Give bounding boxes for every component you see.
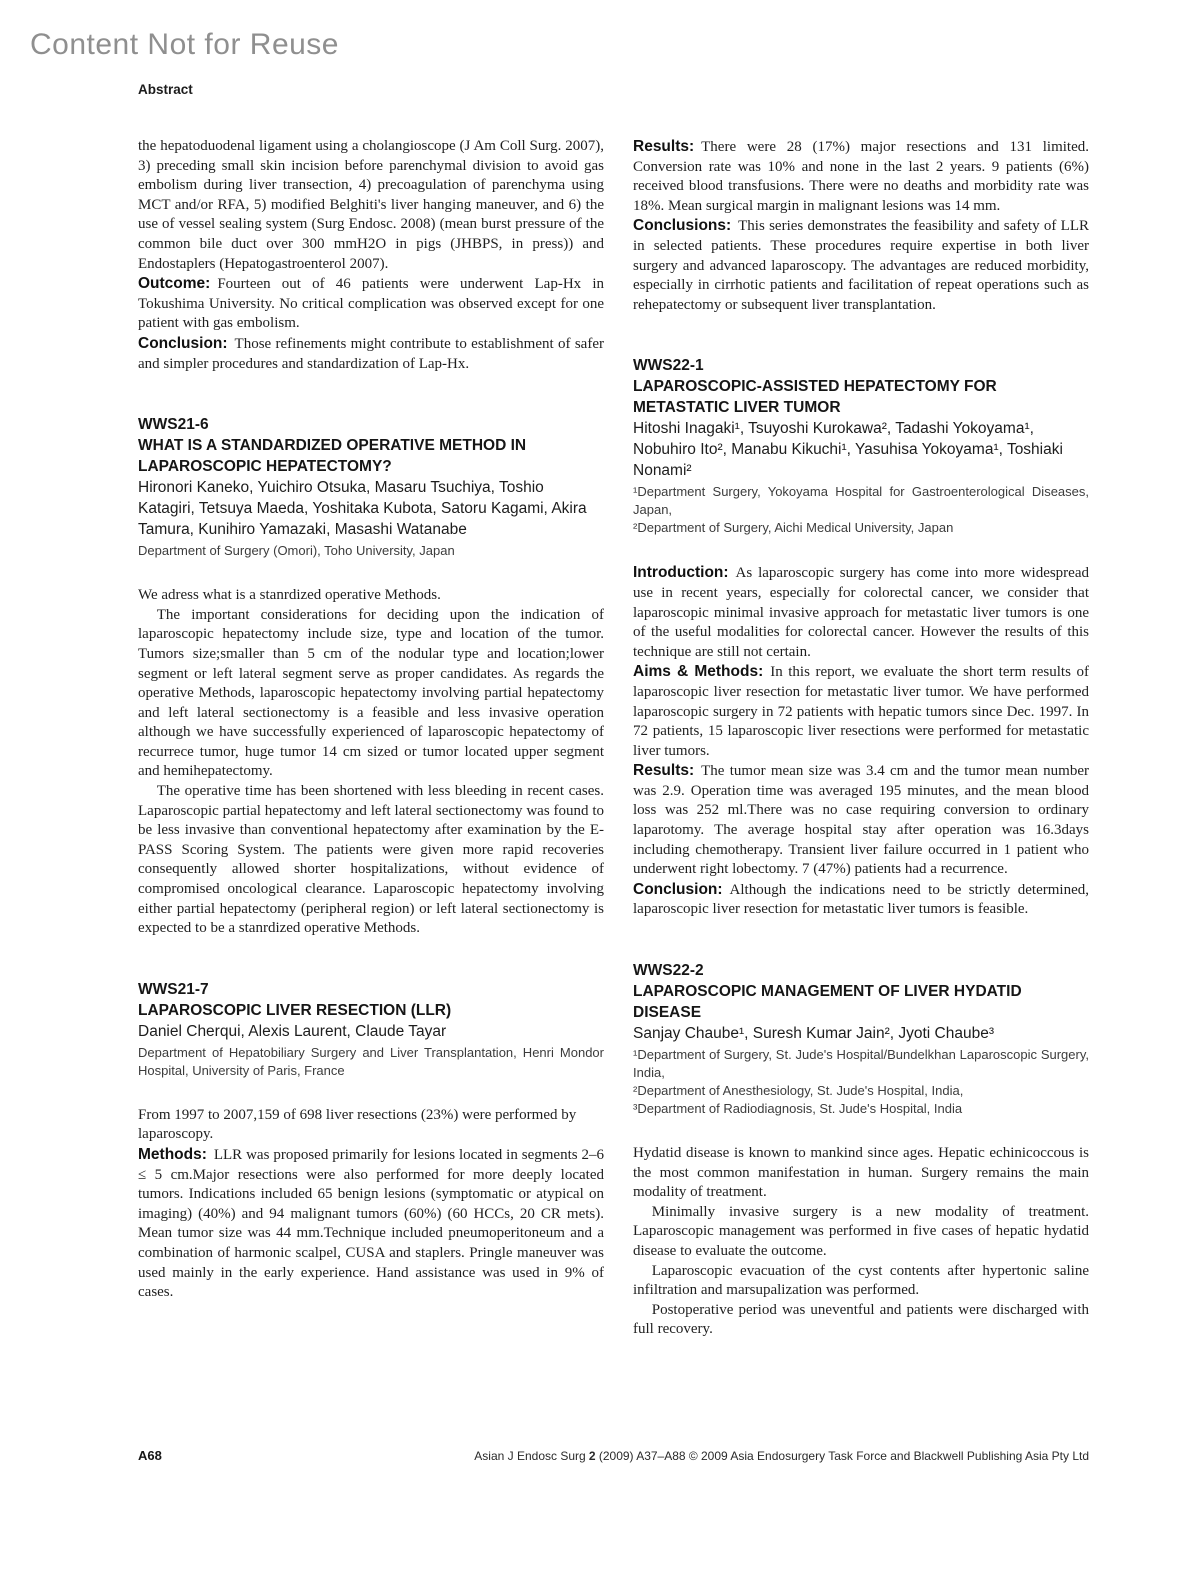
results-paragraph [633,137,1089,216]
outcome-text: Fourteen out of 46 patients were underwent Lap-Hx in Tokushima University. No critical complication was observed except for one patient with gas embolism. [138,276,604,332]
affiliation: ¹Department Surgery, Yokoyama Hospital for Gastroenterological Diseases, Japan, [633,484,1089,518]
affiliation: ²Department of Surgery, Aichi Medical University, Japan [633,520,954,536]
abstract-title: WHAT IS A STANDARDIZED OPERATIVE METHOD IN LAPAROSCOPIC HEPATECTOMY? [138,437,527,476]
results-label: Results: [633,762,695,780]
results-text: There were 28 (17%) major resections and 131 limited. Conversion rate was 10% and none in the last 2 years. 9 patients (6%) received blood transfusions. There were no deaths and morbidity rate was 18%. Mean surgical margin in malignant lesions was 14 mm. [633,139,1089,214]
body-paragraph: The important considerations for deciding upon the indication of laparoscopic hepatectomy include size, type and location of the tumor. Tumors size;smaller than 5 cm of the nodular type and location;lower segment or left lateral segment serve as proper candidates. As regards the operative Methods, laparoscopic hepatectomy involving partial hepatectomy and left lateral sectionectomy is a feasible and less invasive operation although we have successfully experienced of laparoscopic hepatectomy of recurrece tumor, huge tumor 14 cm sized or tumor located upper segment and hemihepatectomy. [138,606,604,780]
abstract-title: LAPAROSCOPIC-ASSISTED HEPATECTOMY FOR METASTATIC LIVER TUMOR [633,378,997,417]
continuation-paragraph: the hepatoduodenal ligament using a cholangioscope (J Am Coll Surg. 2007), 3) preceding small skin incision before parenchymal division to avoid gas embolism during liver transection, 4) precoagulation of parenchyma using MCT and/or RFA, 5) modified Belghiti's liver hanging maneuver, and 6) the use of vessel sealing system (Surg Endosc. 2008) (mean burst pressure of the common bile duct over 300 mmH2O in pigs (JHBPS, in press)) and Endostaplers (Hepatogastroenterol 2007). [138,138,604,272]
aims-methods-label: Aims & Methods: [633,663,764,681]
affiliation: Department of Hepatobiliary Surgery and Liver Transplantation, Henri Mondor Hospital, University of Paris, France [138,1044,604,1078]
outcome-label: Outcome: [138,275,211,293]
author-list: Sanjay Chaube¹, Suresh Kumar Jain², Jyoti Chaube³ [633,1025,994,1043]
conclusion-text: Those refinements might contribute to establishment of safer and simpler procedures and standardization of Lap-Hx. [138,335,604,372]
abstract-heading-wws22-1 [633,355,1089,537]
citation-volume: 2 [588,1449,596,1463]
conclusion-text: Although the indications need to be strictly determined, laparoscopic liver resection for metastatic liver tumors is feasible. [633,881,1089,918]
outcome-paragraph [138,274,604,334]
abstract-title: LAPAROSCOPIC MANAGEMENT OF LIVER HYDATID DISEASE [633,983,1022,1022]
methods-label: Methods: [138,1146,207,1163]
aims-methods-text: In this report, we evaluate the short term results of laparoscopic liver resection for metastatic liver tumor. We have performed laparoscopic surgery in 72 patients with hepatic tumors since Dec. 1997. In 72 patients, 15 laparoscopic liver resections were performed for metastatic liver tumors. [633,664,1089,759]
conclusion-paragraph [138,334,604,374]
body-paragraph: Laparoscopic evacuation of the cyst contents after hypertonic saline infiltration and marsupalization was performed. [633,1262,1089,1299]
affiliation: Department of Surgery (Omori), Toho University, Japan [138,543,455,559]
body-paragraph: From 1997 to 2007,159 of 698 liver resections (23%) were performed by laparoscopy. [138,1106,577,1143]
body-paragraph: We adress what is a stanrdized operative Methods. [138,587,441,604]
abstract-code: WWS22-2 [633,962,704,980]
abstract-code: WWS21-6 [138,416,209,434]
conclusions-label: Conclusions: [633,217,732,235]
abstract-heading-wws21-7 [138,979,604,1080]
affiliation: ³Department of Radiodiagnosis, St. Jude's Hospital, India [633,1101,963,1117]
conclusion-label: Conclusion: [138,334,228,352]
results-label: Results: [633,138,695,155]
body-paragraph: Minimally invasive surgery is a new modality of treatment. Laparoscopic management was performed in five cases of hepatic hydatid disease to evaluate the outcome. [633,1203,1089,1259]
abstract-title: LAPAROSCOPIC LIVER RESECTION (LLR) [138,1001,452,1019]
results-text: The tumor mean size was 3.4 cm and the tumor mean number was 2.9. Operation time was averaged 195 minutes, and the mean blood loss was 252 ml.There was no case requiring conversion to ordinary laparotomy. The average hospital stay after operation was 16.3days including chemotherapy. Transient liver failure occurred in 1 patient who underwent right lobectomy. 7 (47%) patients had a recurrence. [633,763,1089,878]
methods-text: LLR was proposed primarily for lesions located in segments 2–6 ≤ 5 cm.Major resections were also performed for more deeply located tumors. Indications included 65 benign lesions (symptomatic or atypical on imaging) (40%) and 94 malignant tumors (60%) (60 HCCs, 20 CR mets). Mean tumor size was 44 mm.Technique included pneumoperitoneum and a combination of harmonic scalpel, CUSA and staplers. Pringle maneuver was used mainly in the early experience. Hand assistance was used in 9% of cases. [138,1147,604,1301]
citation-copyright: © 2009 Asia Endosurgery Task Force and Blackwell Publishing Asia Pty Ltd [688,1449,1089,1463]
body-paragraph: Hydatid disease is known to mankind since ages. Hepatic echinicoccous is the most common manifestation in human. Surgery remains the main modality of treatment. [633,1145,1089,1201]
page-number: A68 [138,1448,162,1463]
watermark-text: Content Not for Reuse [30,28,339,61]
citation-journal: Asian J Endosc Surg [474,1449,586,1463]
conclusions-paragraph [633,216,1089,315]
two-column-body [138,137,1089,1340]
body-paragraph: Postoperative period was uneventful and patients were discharged with full recovery. [633,1301,1089,1338]
introduction-paragraph [633,563,1089,662]
page-footer [138,1448,1089,1463]
introduction-text: As laparoscopic surgery has come into more widespread use in recent years, especially for colorectal cancer, we consider that laparoscopic minimal invasive approach for metastatic liver tumors is one of the useful modalities for colorectal cancer. However the results of this technique are still not certain. [633,565,1089,660]
aims-methods-paragraph [633,662,1089,761]
affiliation: ¹Department of Surgery, St. Jude's Hospital/Bundelkhan Laparoscopic Surgery, India, [633,1047,1089,1081]
right-column [633,137,1089,1340]
body-paragraph: The operative time has been shortened with less bleeding in recent cases. Laparoscopic partial hepatectomy and left lateral sectionectomy was found to be less invasive than conventional hepatectomy after examination by the E-PASS Scoring System. The patients were given more rapid recoveries consequently allowed shorter hospitalizations, without evidence of compromised oncological clearance. Laparoscopic hepatectomy involving either partial hepatectomy (peripheral region) or left lateral sectionectomy is expected to be a stanrdized operative Methods. [138,783,604,937]
affiliation: ²Department of Anesthesiology, St. Jude's Hospital, India, [633,1083,964,1099]
abstract-code: WWS21-7 [138,980,209,998]
abstract-heading-wws22-2 [633,960,1089,1118]
methods-paragraph [138,1145,604,1303]
abstract-code: WWS22-1 [633,357,704,375]
author-list: Hitoshi Inagaki¹, Tsuyoshi Kurokawa², Tadashi Yokoyama¹, Nobuhiro Ito², Manabu Kikuchi¹, Yasuhisa Yokoyama¹, Toshiaki Nonami² [633,420,1063,480]
journal-citation [474,1449,1089,1463]
left-column [138,137,604,1340]
introduction-label: Introduction: [633,564,729,582]
running-head-abstract: Abstract [138,82,193,97]
citation-issue-pages: (2009) A37–A88 [598,1449,686,1463]
conclusion-paragraph [633,880,1089,920]
abstract-heading-wws21-6 [138,414,604,560]
author-list: Hironori Kaneko, Yuichiro Otsuka, Masaru Tsuchiya, Toshio Katagiri, Tetsuya Maeda, Yoshitaka Kubota, Satoru Kagami, Akira Tamura, Kunihiro Yamazaki, Masashi Watanabe [138,479,587,539]
conclusions-text: This series demonstrates the feasibility and safety of LLR in selected patients. These procedures require expertise in both liver surgery and advanced laparoscopy. The advantages are reduced morbidity, especially in cirrhotic patients and facilitation of repeat operations such as rehepatectomy or subsequent liver transplantation. [633,218,1089,313]
conclusion-label: Conclusion: [633,880,723,898]
author-list: Daniel Cherqui, Alexis Laurent, Claude Tayar [138,1022,447,1040]
results-paragraph [633,761,1089,880]
